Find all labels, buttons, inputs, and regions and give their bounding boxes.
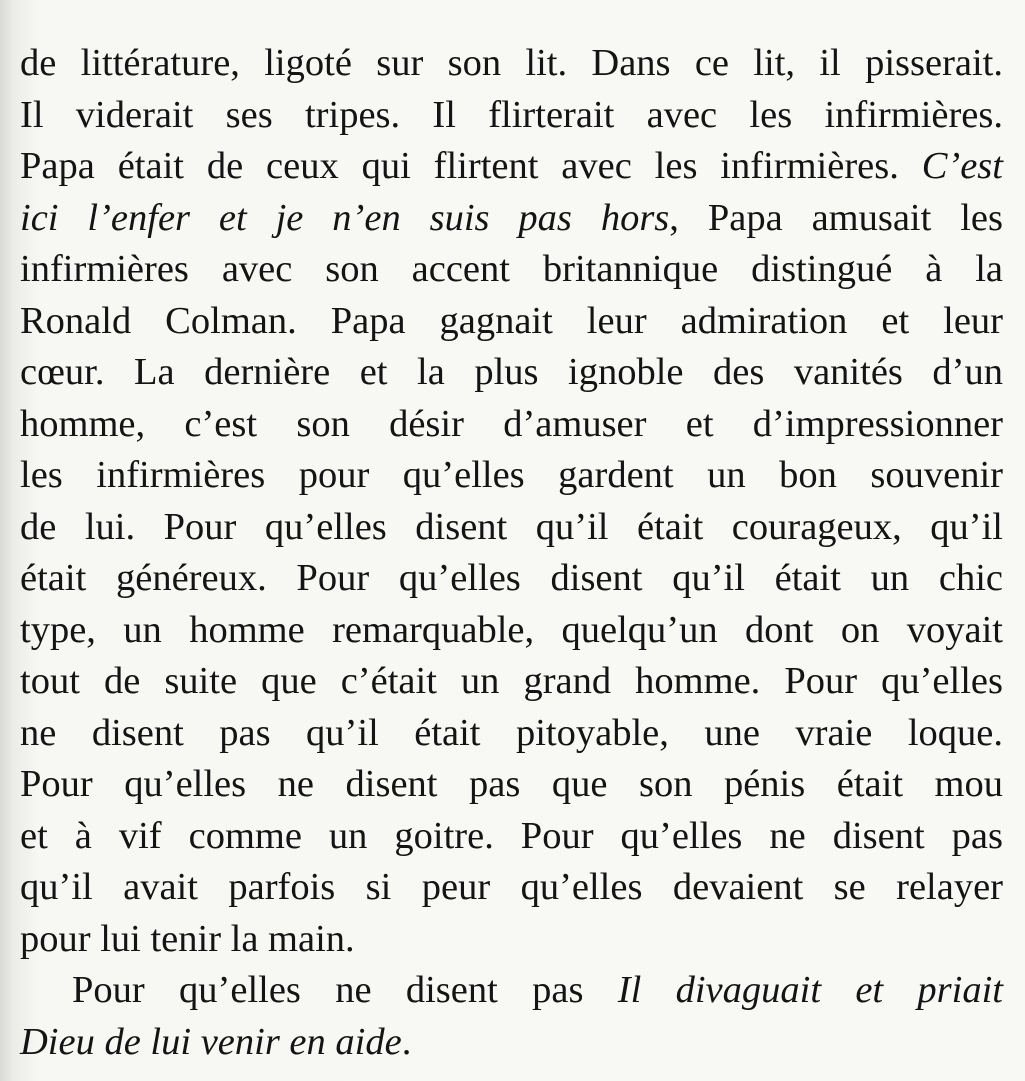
text-line xyxy=(20,914,1003,966)
text-line xyxy=(20,502,1003,554)
text-segment: était généreux. Pour qu’elles disent qu’il était un chic xyxy=(20,557,1003,599)
italic-text: C’est xyxy=(921,145,1003,187)
text-segment: type, un homme remarquable, quelqu’un dont on voyait xyxy=(20,608,1003,651)
text-segment: Pour qu’elles ne disent pas que son pénis était mou xyxy=(20,763,1003,805)
text-line xyxy=(20,90,1003,142)
text-line xyxy=(20,141,1003,193)
text-segment: de lui. Pour qu’elles disent qu’il était courageux, qu’il xyxy=(20,505,1003,548)
text-line xyxy=(20,1017,1003,1069)
text-line xyxy=(20,811,1003,863)
paragraph xyxy=(20,965,1003,1068)
text-segment: et à vif comme un goitre. Pour qu’elles ne disent pas xyxy=(20,814,1003,857)
text-segment: Papa était de ceux qui flirtent avec les infirmières. xyxy=(20,145,922,187)
paragraph xyxy=(20,38,1003,965)
text-segment: qu’il avait parfois si peur qu’elles devaient se relayer xyxy=(20,866,1003,908)
text-line xyxy=(20,965,1003,1017)
text-line xyxy=(20,193,1003,245)
text-segment: Ronald Colman. Papa gagnait leur admiration et leur xyxy=(20,299,1003,342)
text-line xyxy=(20,296,1003,348)
text-segment: cœur. La dernière et la plus ignoble des vanités d’un xyxy=(20,351,1003,393)
italic-text: ici l’enfer et je n’en suis pas hors xyxy=(20,196,670,239)
text-line xyxy=(20,708,1003,760)
text-segment: ne disent pas qu’il était pitoyable, une vraie loque. xyxy=(20,711,1003,754)
text-segment: Pour qu’elles ne disent pas xyxy=(72,969,618,1011)
body-text xyxy=(20,38,1003,1068)
text-segment: infirmières avec son accent britannique distingué à la xyxy=(20,248,1003,290)
text-segment: tout de suite que c’était un grand homme. Pour qu’elles xyxy=(20,660,1003,702)
text-line xyxy=(20,399,1003,451)
text-line xyxy=(20,450,1003,502)
text-line xyxy=(20,38,1003,90)
text-segment: les infirmières pour qu’elles gardent un bon souvenir xyxy=(20,454,1003,496)
text-segment: Il viderait ses tripes. Il flirterait avec les infirmières. xyxy=(20,93,1003,136)
text-line xyxy=(20,656,1003,708)
text-segment: , Papa amusait les xyxy=(669,196,1003,239)
text-line xyxy=(20,759,1003,811)
text-line xyxy=(20,605,1003,657)
text-segment: de littérature, ligoté sur son lit. Dans ce lit, il pisserait. xyxy=(20,42,1003,84)
text-line xyxy=(20,244,1003,296)
italic-text: Dieu de lui venir en aide xyxy=(20,1020,402,1063)
italic-text: Il divaguait et priait xyxy=(617,969,1003,1011)
text-line xyxy=(20,862,1003,914)
text-segment: . xyxy=(401,1020,412,1063)
text-line xyxy=(20,347,1003,399)
text-segment: homme, c’est son désir d’amuser et d’impressionner xyxy=(20,402,1003,445)
text-line xyxy=(20,553,1003,605)
text-segment: pour lui tenir la main. xyxy=(20,917,355,960)
